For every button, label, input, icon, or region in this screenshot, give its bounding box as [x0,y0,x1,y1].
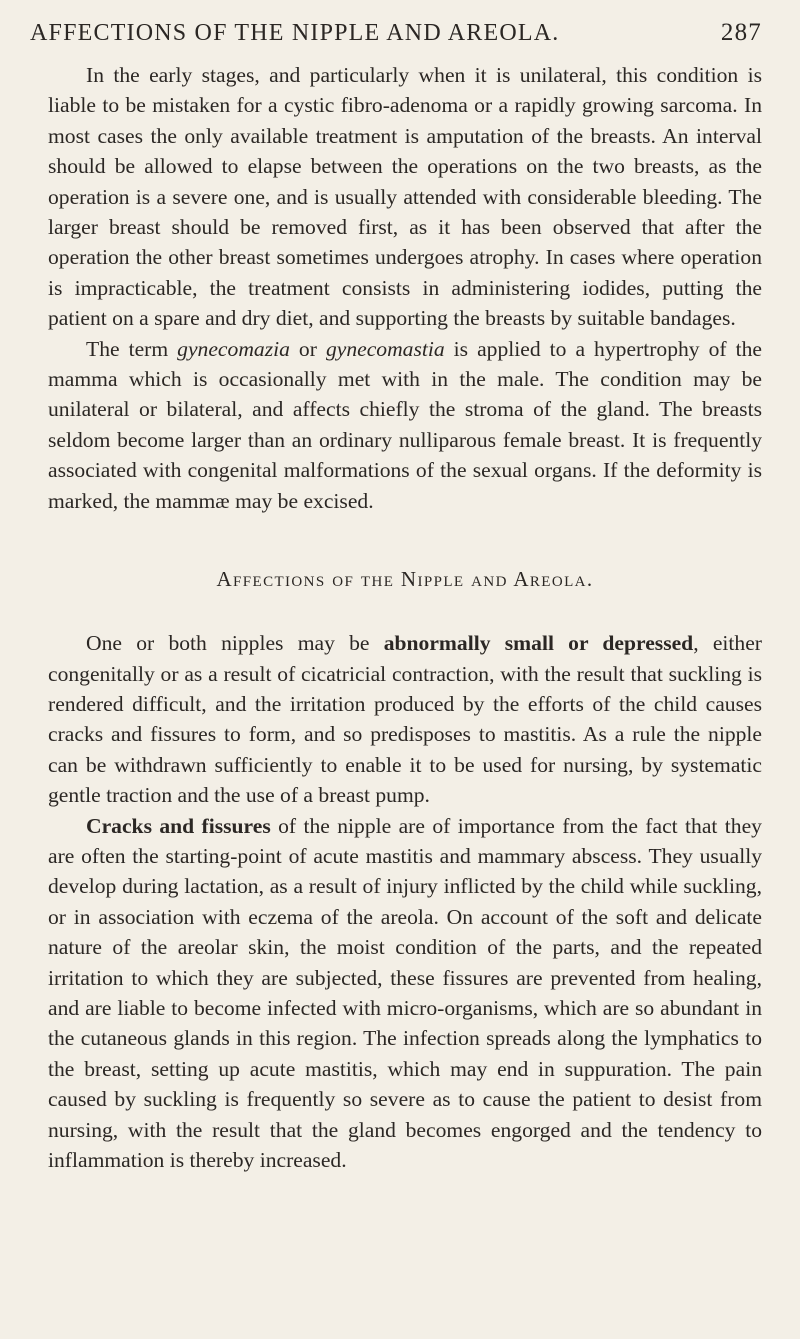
term-gynecomazia: gynecomazia [177,336,290,361]
term-cracks-fissures: Cracks and fissures [86,813,271,838]
term-abnormally-small: abnormally small or depressed [383,631,694,656]
running-header [30,18,762,48]
paragraph-gynecomastia-lead: The term [86,336,178,361]
paragraph-small-nipples-rest: , either congenitally or as a result of cicatricial contraction, with the result that suckling is rendered difficult, and the irritation produced by the efforts of the child causes cracks and fissures to form, and so predisposes to mastitis. As a rule the nipple can be withdrawn sufficiently to enable it to be used for nursing, by systematic gentle traction and the use of a breast pump. [48,631,762,808]
paragraph-gynecomastia [48,334,762,516]
page-number: 287 [720,19,762,46]
paragraph-small-nipples-lead: One or both nipples may be [86,631,384,656]
paragraph-gynecomastia-rest: is applied to a hypertrophy of the mamma which is occasionally met with in the male. The condition may be unilateral or bilateral, and affects chiefly the stroma of the gland. The breasts seldom become larger than an ordinary nulliparous female breast. It is frequently associated with congenital malformations of the sexual organs. If the deformity is marked, the mammæ may be excised. [48,336,762,513]
running-header-title: AFFECTIONS OF THE NIPPLE AND AREOLA. [30,20,560,46]
paragraph-gynecomastia-or: or [289,336,326,361]
paragraph-cracks-fissures [48,811,762,1176]
paragraph-cracks-fissures-rest: of the nipple are of importance from the fact that they are often the starting-point of acute mastitis and mammary abscess. They usually develop during lactation, as a result of injury inflicted by the child while suckling, or in association with eczema of the areola. On account of the soft and delicate nature of the areolar skin, the moist condition of the parts, and the repeated irritation to which they are subjected, these fissures are prevented from healing, and are liable to become infected with micro-organisms, which are so abundant in the cutaneous glands in this region. The infection spreads along the lymphatics to the breast, setting up acute mastitis, which may end in suppuration. The pain caused by suckling is frequently so severe as to cause the patient to desist from nursing, with the result that the gland becomes engorged and the tendency to inflammation is thereby increased. [48,813,762,1172]
body-text [48,60,762,1175]
section-heading: Affections of the Nipple and Areola. [216,567,594,592]
paragraph-small-nipples [48,628,762,810]
term-gynecomastia: gynecomastia [325,336,445,361]
paragraph-treatment: In the early stages, and particularly when it is unilateral, this condition is liable to be mistaken for a cystic fibro-adenoma or a rapidly growing sarcoma. In most cases the only available treatment is amputation of the breasts. An interval should be allowed to elapse between the operations on the two breasts, as the operation is a severe one, and is usually attended with considerable bleeding. The larger breast should be removed first, as it has been observed that after the operation the other breast sometimes undergoes atrophy. In cases where operation is impracticable, the treatment consists in administering iodides, putting the patient on a spare and dry diet, and supporting the breasts by suitable bandages. [48,63,762,331]
